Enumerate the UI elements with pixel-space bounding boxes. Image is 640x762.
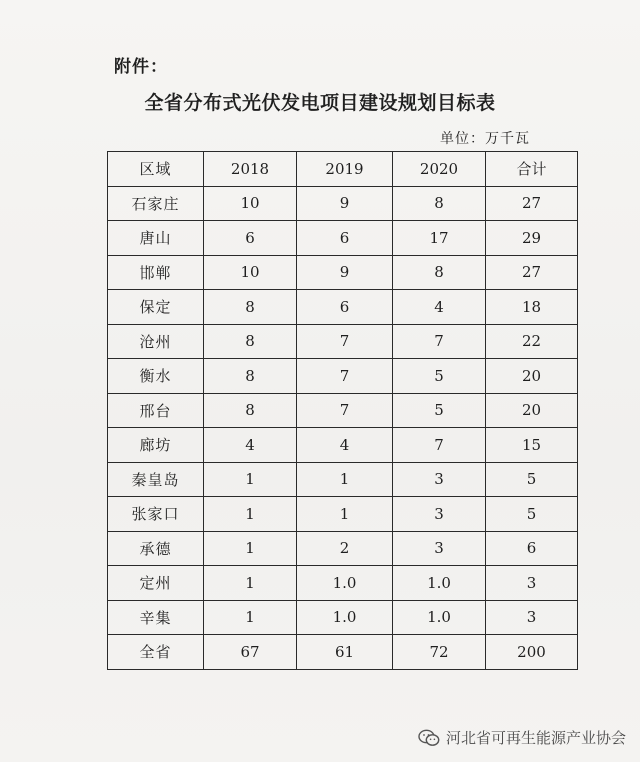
region-cell: 张家口 [108, 497, 204, 532]
total-cell: 5 [486, 497, 578, 532]
region-cell: 秦皇岛 [108, 462, 204, 497]
table-header-row [108, 152, 578, 187]
region-cell: 保定 [108, 290, 204, 325]
total-cell: 3 [486, 600, 578, 635]
region-cell: 衡水 [108, 359, 204, 394]
table-row [108, 462, 578, 497]
total-cell: 200 [486, 635, 578, 670]
value-cell: 8 [393, 186, 486, 221]
page-title: 全省分布式光伏发电项目建设规划目标表 [144, 92, 496, 114]
total-cell: 20 [486, 359, 578, 394]
region-cell: 邢台 [108, 393, 204, 428]
value-cell: 6 [204, 221, 297, 256]
value-cell: 4 [204, 428, 297, 463]
value-cell: 4 [393, 290, 486, 325]
header-cell: 2020 [393, 152, 486, 187]
value-cell: 61 [297, 635, 393, 670]
region-cell: 定州 [108, 566, 204, 601]
value-cell: 3 [393, 531, 486, 566]
value-cell: 1 [204, 566, 297, 601]
value-cell: 1.0 [393, 600, 486, 635]
value-cell: 8 [204, 393, 297, 428]
value-cell: 7 [297, 324, 393, 359]
table-row [108, 531, 578, 566]
value-cell: 8 [204, 359, 297, 394]
total-cell: 27 [486, 186, 578, 221]
table-row [108, 255, 578, 290]
value-cell: 8 [204, 290, 297, 325]
attachment-label: 附件： [114, 57, 168, 77]
total-cell: 20 [486, 393, 578, 428]
watermark [418, 727, 626, 748]
region-cell: 沧州 [108, 324, 204, 359]
value-cell: 72 [393, 635, 486, 670]
total-cell: 29 [486, 221, 578, 256]
value-cell: 10 [204, 255, 297, 290]
region-cell: 邯郸 [108, 255, 204, 290]
table-row [108, 324, 578, 359]
value-cell: 1 [204, 600, 297, 635]
value-cell: 5 [393, 393, 486, 428]
total-cell: 27 [486, 255, 578, 290]
header-cell: 2018 [204, 152, 297, 187]
value-cell: 9 [297, 255, 393, 290]
region-cell: 廊坊 [108, 428, 204, 463]
table-total-row [108, 635, 578, 670]
target-table [107, 151, 578, 670]
table-row [108, 393, 578, 428]
value-cell: 7 [393, 324, 486, 359]
value-cell: 1 [204, 531, 297, 566]
region-cell: 辛集 [108, 600, 204, 635]
value-cell: 5 [393, 359, 486, 394]
value-cell: 7 [393, 428, 486, 463]
value-cell: 10 [204, 186, 297, 221]
watermark-text: 河北省可再生能源产业协会 [445, 729, 626, 747]
table-row [108, 186, 578, 221]
value-cell: 8 [393, 255, 486, 290]
value-cell: 1.0 [297, 566, 393, 601]
value-cell: 7 [297, 393, 393, 428]
total-cell: 15 [486, 428, 578, 463]
total-cell: 5 [486, 462, 578, 497]
table-row [108, 428, 578, 463]
value-cell: 1.0 [393, 566, 486, 601]
region-cell: 石家庄 [108, 186, 204, 221]
table-row [108, 497, 578, 532]
wechat-icon [418, 729, 440, 747]
table-row [108, 600, 578, 635]
value-cell: 4 [297, 428, 393, 463]
table-row [108, 359, 578, 394]
table-row [108, 221, 578, 256]
total-cell: 3 [486, 566, 578, 601]
value-cell: 7 [297, 359, 393, 394]
total-cell: 6 [486, 531, 578, 566]
value-cell: 2 [297, 531, 393, 566]
region-cell: 全省 [108, 635, 204, 670]
value-cell: 3 [393, 462, 486, 497]
region-cell: 唐山 [108, 221, 204, 256]
table-row [108, 290, 578, 325]
value-cell: 3 [393, 497, 486, 532]
header-cell: 合计 [486, 152, 578, 187]
header-cell: 区域 [108, 152, 204, 187]
value-cell: 6 [297, 290, 393, 325]
value-cell: 17 [393, 221, 486, 256]
total-cell: 22 [486, 324, 578, 359]
value-cell: 1 [297, 462, 393, 497]
value-cell: 1 [297, 497, 393, 532]
value-cell: 8 [204, 324, 297, 359]
unit-label: 单位：万千瓦 [440, 131, 530, 147]
value-cell: 9 [297, 186, 393, 221]
region-cell: 承德 [108, 531, 204, 566]
value-cell: 6 [297, 221, 393, 256]
value-cell: 1 [204, 462, 297, 497]
value-cell: 1 [204, 497, 297, 532]
header-cell: 2019 [297, 152, 393, 187]
total-cell: 18 [486, 290, 578, 325]
table-row [108, 566, 578, 601]
value-cell: 67 [204, 635, 297, 670]
value-cell: 1.0 [297, 600, 393, 635]
